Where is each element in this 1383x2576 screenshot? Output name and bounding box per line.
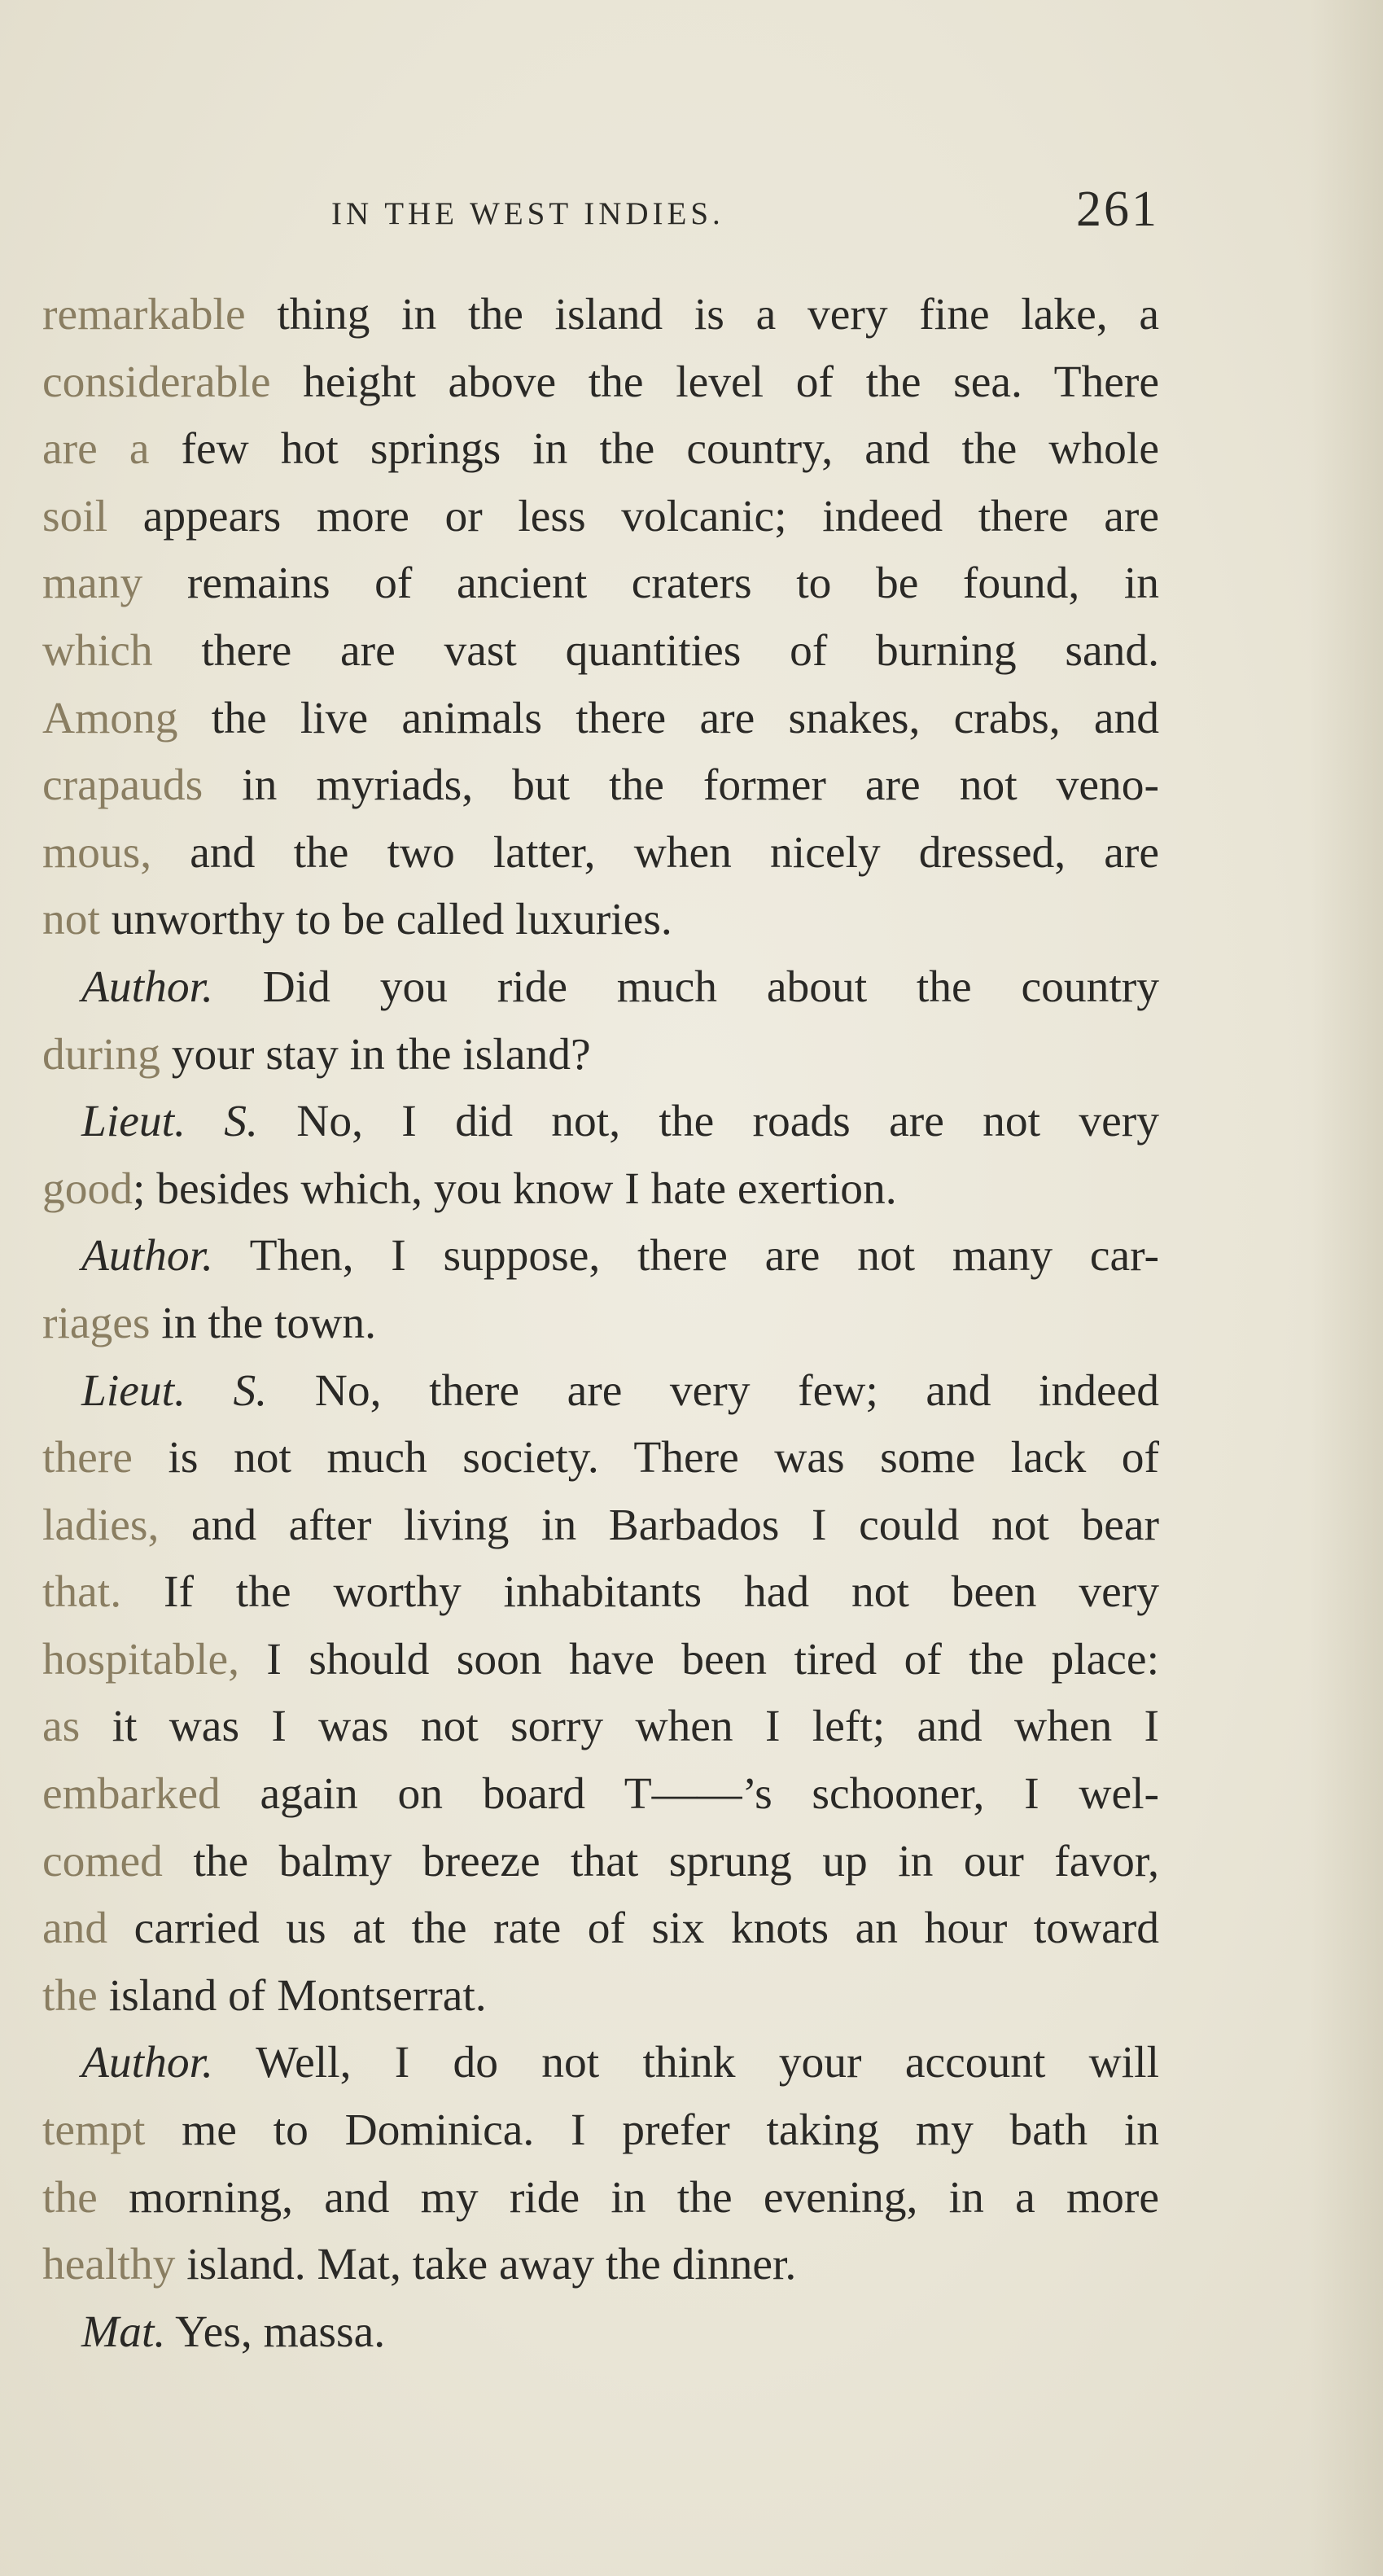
text-segment: again on board T——’s schooner, I wel- (220, 1769, 1159, 1820)
text-line (42, 1223, 1159, 1290)
text-segment: during (42, 1029, 160, 1080)
page-header (42, 181, 1159, 254)
text-segment: remarkable (42, 290, 246, 340)
text-segment: morning, and my ride in the evening, in a more (97, 2172, 1159, 2223)
text-segment: crapauds (42, 760, 204, 811)
text-segment: the live animals there are snakes, crabs, and (177, 693, 1159, 743)
text-segment: which (42, 625, 153, 676)
text-segment: in myriads, but the former are not veno- (203, 760, 1159, 811)
text-segment: and after living in Barbados I could not bear (159, 1500, 1159, 1550)
text-segment: If the worthy inhabitants had not been very (121, 1567, 1159, 1618)
text-line (42, 686, 1159, 753)
text-line (42, 484, 1159, 551)
text-segment: soil (42, 491, 108, 541)
speaker-name: Mat. (81, 2307, 166, 2357)
text-segment: ; besides which, you know I hate exertion. (133, 1163, 897, 1214)
text-line (42, 1963, 1159, 2031)
text-line (42, 1156, 1159, 1224)
text-segment: the balmy breeze that sprung up in our favor, (162, 1836, 1159, 1886)
body-text (42, 282, 1159, 2366)
text-segment: me to Dominica. I prefer taking my bath in (145, 2105, 1159, 2156)
text-segment: and the two latter, when nicely dressed, are (151, 827, 1159, 878)
text-segment: and (42, 1904, 108, 1954)
speaker-name: Lieut. S. (81, 1097, 258, 1147)
text-segment: in the town. (150, 1298, 377, 1348)
text-line (42, 954, 1159, 1022)
text-line (42, 349, 1159, 417)
text-segment: Did you ride much about the country (212, 962, 1159, 1012)
text-segment: are a (42, 424, 150, 475)
speaker-name: Lieut. S. (81, 1365, 268, 1416)
running-head: IN THE WEST INDIES. (331, 196, 724, 231)
text-line (42, 1559, 1159, 1627)
text-line (42, 2030, 1159, 2097)
text-segment: embarked (42, 1769, 221, 1820)
text-segment: No, there are very few; and indeed (267, 1365, 1159, 1416)
text-segment: the (42, 1970, 98, 2021)
text-segment: Yes, massa. (165, 2307, 386, 2357)
text-segment: healthy (42, 2240, 176, 2290)
text-segment: I should soon have been tired of the place: (239, 1634, 1159, 1684)
text-segment: ladies, (42, 1500, 160, 1550)
text-segment: carried us at the rate of six knots an hour toward (107, 1904, 1159, 1954)
text-segment: hospitable, (42, 1634, 239, 1684)
text-line (42, 752, 1159, 820)
text-segment: riages (42, 1298, 151, 1348)
text-segment: considerable (42, 357, 271, 407)
text-line (42, 2097, 1159, 2165)
text-line (42, 1627, 1159, 1694)
text-segment: there (42, 1433, 133, 1483)
text-segment: not (42, 895, 100, 945)
page-number: 261 (1076, 182, 1159, 237)
text-segment: good (42, 1163, 133, 1214)
text-line (42, 887, 1159, 954)
text-segment: few hot springs in the country, and the whole (149, 424, 1159, 475)
text-segment: Then, I suppose, there are not many car- (212, 1231, 1159, 1281)
text-segment: it was I was not sorry when I left; and when I (80, 1702, 1159, 1752)
text-segment: tempt (42, 2105, 146, 2156)
text-segment: Well, I do not think your account will (212, 2038, 1159, 2088)
text-line (42, 2299, 1159, 2367)
text-segment: there are vast quantities of burning sand. (152, 625, 1159, 676)
text-line (42, 1022, 1159, 1089)
text-line (42, 1693, 1159, 1761)
text-segment: mous, (42, 827, 152, 878)
text-segment: No, I did not, the roads are not very (257, 1097, 1160, 1147)
text-segment: unworthy to be called luxuries. (99, 895, 672, 945)
text-segment: thing in the island is a very fine lake, a (245, 290, 1159, 340)
text-line (42, 618, 1159, 686)
text-line (42, 820, 1159, 887)
text-line (42, 416, 1159, 484)
text-segment: the (42, 2172, 98, 2223)
text-line (42, 2165, 1159, 2232)
text-segment: island. Mat, take away the dinner. (175, 2240, 797, 2290)
text-line (42, 1761, 1159, 1829)
text-segment: Among (42, 693, 178, 743)
text-line (42, 1895, 1159, 1963)
speaker-name: Author. (81, 1231, 213, 1281)
text-line (42, 282, 1159, 349)
text-segment: as (42, 1702, 81, 1752)
text-segment: that. (42, 1567, 122, 1618)
text-segment: remains of ancient craters to be found, in (142, 559, 1159, 609)
text-segment: many (42, 559, 143, 609)
text-line (42, 1089, 1159, 1156)
text-line (42, 2232, 1159, 2299)
text-segment: height above the level of the sea. There (270, 357, 1159, 407)
text-segment: comed (42, 1836, 163, 1886)
text-line (42, 1358, 1159, 1426)
text-line (42, 1492, 1159, 1560)
text-segment: is not much society. There was some lack of (132, 1433, 1159, 1483)
text-line (42, 550, 1159, 618)
speaker-name: Author. (81, 962, 213, 1012)
text-segment: island of Montserrat. (97, 1970, 487, 2021)
text-line (42, 1425, 1159, 1492)
text-segment: appears more or less volcanic; indeed there are (107, 491, 1159, 541)
speaker-name: Author. (81, 2038, 213, 2088)
text-line (42, 1829, 1159, 1896)
text-line (42, 1290, 1159, 1358)
text-segment: your stay in the island? (160, 1029, 591, 1080)
